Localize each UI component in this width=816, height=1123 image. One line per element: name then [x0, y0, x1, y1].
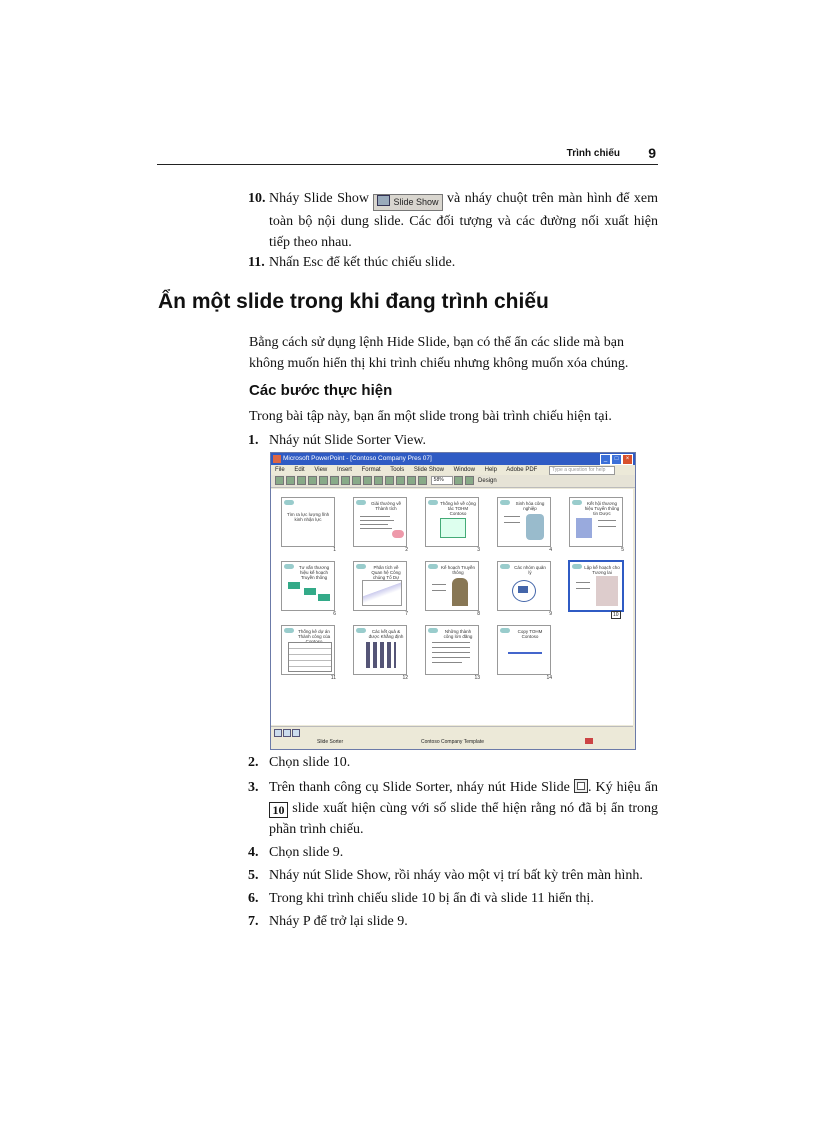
status-view-name: Slide Sorter: [317, 739, 344, 745]
open-icon: [286, 476, 295, 485]
slide-title: Phân tích về Quan hệ Công chúng Tổ Dự: [371, 565, 401, 580]
org-chart-art: [440, 518, 466, 538]
slide-title: Kế hoạch Truyền thông: [440, 565, 476, 575]
spelling-status-icon: [585, 738, 593, 744]
bullet-line: [432, 652, 470, 653]
section-title: Trình chiếu: [566, 148, 620, 159]
slide-thumb-3: [425, 497, 479, 547]
slide-title: Các nhóm quản lý: [514, 565, 546, 575]
slide-show-icon: [377, 195, 390, 206]
slide-thumb-10: [568, 560, 624, 612]
slide-title: Những thành công lớn đăng: [443, 629, 473, 639]
page-number: 9: [648, 145, 656, 161]
logo-icon: [572, 564, 582, 569]
redo-icon: [396, 476, 405, 485]
slide-number: 1: [333, 547, 336, 553]
slide-thumb-2: [353, 497, 407, 547]
step-number: 3.: [248, 780, 259, 795]
photo-art: [596, 576, 618, 606]
slide-thumb-9: [497, 561, 551, 611]
step-text: Chọn slide 9.: [269, 845, 344, 860]
copy-icon: [352, 476, 361, 485]
slide-title: Thống kê về cộng tác TOHM Contoso: [440, 501, 476, 516]
building-art: [576, 518, 592, 538]
logo-icon: [500, 628, 510, 633]
logo-icon: [428, 564, 438, 569]
standard-toolbar: [271, 475, 635, 488]
menu-adobe-pdf: Adobe PDF: [506, 467, 538, 473]
cut-icon: [341, 476, 350, 485]
menu-edit: Edit: [294, 467, 305, 473]
slide-number: 13: [474, 675, 480, 681]
logo-icon: [356, 500, 366, 505]
logo-icon: [572, 500, 582, 505]
slide-number: 9: [549, 611, 552, 617]
bullet-line: [432, 642, 470, 643]
slide-show-button-label: Slide Show: [393, 197, 439, 207]
step-number: 2.: [248, 755, 259, 770]
exercise-intro: Trong bài tập này, bạn ẩn một slide trong bài trình chiếu hiện tại.: [249, 409, 612, 424]
bullet-line: [432, 590, 446, 591]
zoom-box: 58%: [431, 476, 453, 485]
close-icon: ×: [622, 454, 633, 465]
slide-show-view-icon: [292, 729, 300, 737]
bullet-line: [504, 522, 520, 523]
menu-window: Window: [453, 467, 475, 473]
menu-help: Help: [484, 467, 497, 473]
slide-thumb-8: [425, 561, 479, 611]
step-number: 4.: [248, 845, 259, 860]
slide-thumb-13: [425, 625, 479, 675]
step-text: Nhấn Esc để kết thúc chiếu slide.: [269, 255, 456, 270]
slide-number: 12: [402, 675, 408, 681]
hidden-slide-number: 10: [613, 612, 619, 618]
print-icon: [308, 476, 317, 485]
undo-icon: [385, 476, 394, 485]
bullet-line: [432, 662, 462, 663]
step-number: 1.: [248, 433, 259, 448]
bullet-line: [432, 647, 470, 648]
step-1: [248, 430, 658, 451]
slide-thumb-6: [281, 561, 335, 611]
slide-title: Các kết quả & được Khẳng định: [368, 629, 404, 639]
bullet-line: [432, 657, 470, 658]
slide-number: 6: [333, 611, 336, 617]
step-text-part: Nháy Slide Show: [269, 191, 369, 206]
bullet-line: [504, 516, 520, 517]
table-art: [288, 642, 332, 672]
step-number: 6.: [248, 891, 259, 906]
menu-tools: Tools: [390, 467, 405, 473]
design-button: Design: [478, 478, 497, 484]
bullet-line: [598, 526, 616, 527]
cycle-center-box: [518, 586, 528, 593]
illustration-art: [526, 514, 544, 540]
normal-view-icon: [274, 729, 282, 737]
slide-sorter-pane: [271, 489, 633, 725]
step-text: [248, 777, 658, 840]
bullet-line: [432, 584, 446, 585]
slide-title: Giải thưởng về Thành tích: [371, 501, 401, 511]
save-icon: [297, 476, 306, 485]
slide-thumb-5: [569, 497, 623, 547]
step-text: Chọn slide 10.: [269, 755, 351, 770]
help-search-box: Type a question for help: [549, 466, 615, 475]
step-number: 10.: [248, 191, 266, 206]
section-heading: Ẩn một slide trong khi đang trình chiếu: [158, 290, 549, 313]
spelling-icon: [330, 476, 339, 485]
hide-slide-icon-inner: [577, 782, 585, 790]
step-6: [248, 888, 658, 909]
logo-icon: [356, 564, 366, 569]
menu-insert: Insert: [336, 467, 352, 473]
step-text-part: slide xuất hiện cùng với số slide thể hiện rằng nó đã bị ẩn trong phần trình chiếu.: [269, 801, 659, 837]
logo-icon: [428, 628, 438, 633]
menu-bar: [271, 465, 635, 475]
slide-title: Sinh hóa công nghiệp: [515, 501, 545, 511]
flow-box: [288, 582, 300, 589]
slide-number: 5: [621, 547, 624, 553]
slide-title: Tìm ra lực lượng lĩnh kinh nhận lực: [286, 512, 330, 522]
step-number: 5.: [248, 868, 259, 883]
powerpoint-icon: [273, 455, 281, 463]
chart-icon: [407, 476, 416, 485]
step-5: [248, 865, 658, 886]
step-text: Trong khi trình chiếu slide 10 bị ẩn đi và slide 11 hiển thị.: [269, 891, 594, 906]
paste-icon: [363, 476, 372, 485]
step-text-part: . Ký hiệu ẩn: [587, 780, 658, 795]
slide-thumb-1: [281, 497, 335, 547]
bar-chart-art: [366, 642, 396, 668]
logo-icon: [428, 500, 438, 505]
flow-box: [304, 588, 316, 595]
menu-slide-show: Slide Show: [413, 467, 444, 473]
slide-thumb-12: [353, 625, 407, 675]
step-3: [248, 777, 658, 840]
logo-icon: [356, 628, 366, 633]
slide-title: Copy TOHM Contoso: [517, 629, 543, 639]
slide-number: 3: [477, 547, 480, 553]
new-icon: [275, 476, 284, 485]
step-text-part: và nháy chuột trên màn hình để xem toàn bộ nội dung slide. Các đối tượng và các đường nối xuất hiện tiếp theo nhau.: [269, 191, 659, 250]
slide-thumb-4: [497, 497, 551, 547]
slide-thumb-11: [281, 625, 335, 675]
slide-sorter-view-icon: [283, 729, 291, 737]
status-bar: [271, 726, 633, 749]
logo-icon: [500, 564, 510, 569]
person-art: [452, 578, 468, 606]
slide-number: 14: [546, 675, 552, 681]
text-line: [508, 652, 542, 654]
window-titlebar: [271, 453, 635, 465]
step-11: [248, 252, 658, 273]
flow-box: [318, 594, 330, 601]
logo-icon: [284, 500, 294, 505]
slide-number: 2: [405, 547, 408, 553]
step-2: [248, 752, 658, 773]
help-icon: [454, 476, 463, 485]
slide-title: Tư vấn thương hiệu kế hoạch Truyền thông: [298, 565, 330, 580]
bullet-line: [576, 582, 590, 583]
slide-number: 8: [477, 611, 480, 617]
bullet-line: [576, 588, 590, 589]
line-chart-art: [362, 580, 402, 606]
slide-thumb-14: [497, 625, 551, 675]
slide-show-button: [373, 194, 442, 211]
step-number: 7.: [248, 914, 259, 929]
step-7: [248, 911, 658, 932]
powerpoint-screenshot: [270, 452, 636, 750]
view-buttons: [274, 729, 301, 739]
section-paragraph: Bằng cách sử dụng lệnh Hide Slide, bạn có thể ẩn các slide mà bạn không muốn hiển thị khi trình chiếu nhưng không muốn xóa chúng.: [249, 335, 629, 371]
menu-format: Format: [361, 467, 381, 473]
subheading: Các bước thực hiện: [249, 382, 393, 399]
callout-art: [392, 530, 404, 538]
logo-icon: [284, 564, 294, 569]
step-text: [248, 188, 658, 253]
slide-number: 4: [549, 547, 552, 553]
hide-slide-icon: [574, 779, 588, 793]
menu-view: View: [314, 467, 328, 473]
logo-icon: [284, 628, 294, 633]
slide-number: 11: [330, 675, 336, 681]
status-template-name: Contoso Company Template: [421, 739, 484, 745]
bullet-line: [360, 520, 394, 521]
step-text: Nháy P để trở lại slide 9.: [269, 914, 408, 929]
slide-title: Thống kê dự án Thành công của: [297, 629, 331, 639]
slide-title: Lập kế hoạch cho Tương lai: [584, 565, 620, 575]
step-number: 11.: [248, 255, 265, 270]
logo-icon: [500, 500, 510, 505]
table-icon: [418, 476, 427, 485]
step-text-part: Trên thanh công cụ Slide Sorter, nháy nút Hide Slide: [269, 780, 570, 795]
minimize-icon: _: [600, 454, 611, 465]
running-header: [157, 146, 658, 165]
slide-title: Kết hội thương hiệu Tuyển thông tin Dược: [584, 501, 620, 516]
format-painter-icon: [374, 476, 383, 485]
hidden-slide-symbol-icon: 10: [269, 802, 288, 818]
color-icon: [465, 476, 474, 485]
bullet-line: [598, 520, 616, 521]
bullet-line: [360, 528, 392, 529]
step-4: [248, 842, 658, 863]
bullet-line: [360, 524, 388, 525]
window-title: Microsoft PowerPoint - [Contoso Company Pres 07]: [283, 455, 432, 462]
bullet-line: [360, 516, 390, 517]
menu-file: File: [275, 467, 285, 473]
slide-thumb-7: [353, 561, 407, 611]
slide-number: 7: [405, 611, 408, 617]
step-10: [248, 188, 658, 253]
step-text: Nháy nút Slide Show, rồi nháy vào một vị trí bất kỳ trên màn hình.: [269, 868, 643, 883]
preview-icon: [319, 476, 328, 485]
step-text: Nháy nút Slide Sorter View.: [269, 433, 427, 448]
maximize-icon: □: [611, 454, 622, 465]
